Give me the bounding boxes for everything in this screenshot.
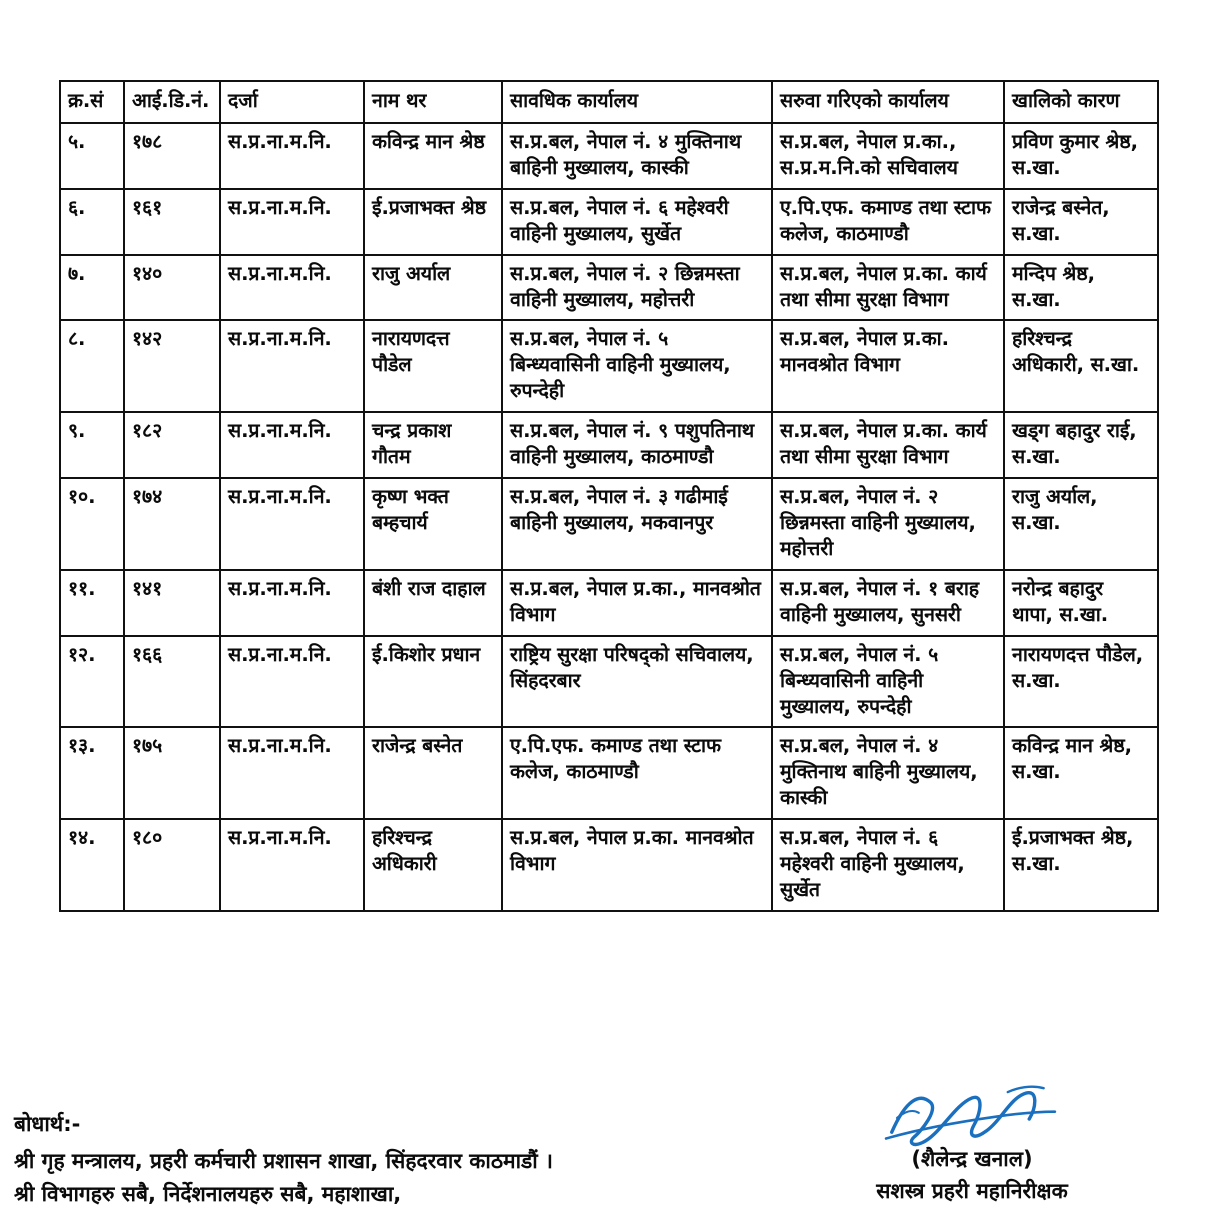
cell-id: १६१ <box>124 189 220 255</box>
cell-previous-office: स.प्र.बल, नेपाल प्र.का., मानवश्रोत विभाग <box>502 570 772 636</box>
cell-vacancy-reason: खड्ग बहादुर राई, स.खा. <box>1004 412 1158 478</box>
table-row <box>60 189 1158 255</box>
column-header-serial: क्र.सं <box>60 81 124 123</box>
cell-rank: स.प्र.ना.म.नि. <box>220 819 364 911</box>
cell-new-office: स.प्र.बल, नेपाल प्र.का. मानवश्रोत विभाग <box>772 320 1004 412</box>
cell-vacancy-reason: प्रविण कुमार श्रेष्ठ, स.खा. <box>1004 123 1158 189</box>
table-header <box>60 81 1158 123</box>
cell-vacancy-reason: कविन्द्र मान श्रेष्ठ, स.खा. <box>1004 727 1158 819</box>
cell-new-office: स.प्र.बल, नेपाल नं. ५ बिन्ध्यवासिनी वाहिनी मुख्यालय, रुपन्देही <box>772 636 1004 728</box>
signatory-title: सशस्त्र प्रहरी महानिरीक्षक <box>876 1178 1068 1203</box>
transfer-table <box>59 80 1159 912</box>
cell-serial: ६. <box>60 189 124 255</box>
signatory-name: (शैलेन्द्र खनाल) <box>911 1147 1033 1171</box>
cell-rank: स.प्र.ना.म.नि. <box>220 412 364 478</box>
signature-block <box>812 1090 1132 1207</box>
cell-previous-office: स.प्र.बल, नेपाल नं. ४ मुक्तिनाथ बाहिनी मुख्यालय, कास्की <box>502 123 772 189</box>
cell-name: ई.प्रजाभक्त श्रेष्ठ <box>364 189 502 255</box>
cell-id: १४१ <box>124 570 220 636</box>
cell-vacancy-reason: राजेन्द्र बस्नेत, स.खा. <box>1004 189 1158 255</box>
column-header-new-office: सरुवा गरिएको कार्यालय <box>772 81 1004 123</box>
note-line-1: श्री गृह मन्त्रालय, प्रहरी कर्मचारी प्रशासन शाखा, सिंहदरवार काठमाडौं । <box>14 1149 553 1173</box>
cell-rank: स.प्र.ना.म.नि. <box>220 189 364 255</box>
cell-name: चन्द्र प्रकाश गौतम <box>364 412 502 478</box>
cell-name: ई.किशोर प्रधान <box>364 636 502 728</box>
table-row <box>60 255 1158 321</box>
cell-new-office: स.प्र.बल, नेपाल नं. २ छिन्नमस्ता वाहिनी मुख्यालय, महोत्तरी <box>772 478 1004 570</box>
cell-new-office: स.प्र.बल, नेपाल प्र.का. कार्य तथा सीमा सुरक्षा विभाग <box>772 412 1004 478</box>
table-row <box>60 819 1158 911</box>
cell-id: १८० <box>124 819 220 911</box>
cell-new-office: स.प्र.बल, नेपाल नं. १ बराह वाहिनी मुख्यालय, सुनसरी <box>772 570 1004 636</box>
table-row <box>60 412 1158 478</box>
column-header-id: आई.डि.नं. <box>124 81 220 123</box>
note-label: बोधार्थ:- <box>14 1112 81 1136</box>
table-row <box>60 727 1158 819</box>
cell-vacancy-reason: मन्दिप श्रेष्ठ, स.खा. <box>1004 255 1158 321</box>
cell-id: १७५ <box>124 727 220 819</box>
cell-serial: ९. <box>60 412 124 478</box>
cell-name: कृष्ण भक्त बम्हचार्य <box>364 478 502 570</box>
cell-vacancy-reason: हरिश्चन्द्र अधिकारी, स.खा. <box>1004 320 1158 412</box>
table-row <box>60 320 1158 412</box>
cell-serial: १०. <box>60 478 124 570</box>
cell-id: १४२ <box>124 320 220 412</box>
cell-name: कविन्द्र मान श्रेष्ठ <box>364 123 502 189</box>
table-row <box>60 478 1158 570</box>
column-header-rank: दर्जा <box>220 81 364 123</box>
cell-id: १७८ <box>124 123 220 189</box>
cell-vacancy-reason: ई.प्रजाभक्त श्रेष्ठ, स.खा. <box>1004 819 1158 911</box>
cell-previous-office: स.प्र.बल, नेपाल प्र.का. मानवश्रोत विभाग <box>502 819 772 911</box>
cell-previous-office: राष्ट्रिय सुरक्षा परिषद्को सचिवालय, सिंहदरबार <box>502 636 772 728</box>
cell-serial: १४. <box>60 819 124 911</box>
cell-previous-office: ए.पि.एफ. कमाण्ड तथा स्टाफ कलेज, काठमाण्डौ <box>502 727 772 819</box>
cell-name: बंशी राज दाहाल <box>364 570 502 636</box>
note-line-2: श्री विभागहरु सबै, निर्देशनालयहरु सबै, महाशाखा, <box>14 1181 402 1206</box>
cell-name: नारायणदत्त पौडेल <box>364 320 502 412</box>
cell-serial: ८. <box>60 320 124 412</box>
column-header-previous-office: सावधिक कार्यालय <box>502 81 772 123</box>
cell-name: राजेन्द्र बस्नेत <box>364 727 502 819</box>
cell-rank: स.प्र.ना.म.नि. <box>220 123 364 189</box>
handwritten-signature <box>812 1090 1132 1142</box>
cell-serial: ११. <box>60 570 124 636</box>
cell-rank: स.प्र.ना.म.नि. <box>220 636 364 728</box>
table-header-row <box>60 81 1158 123</box>
cell-id: १८२ <box>124 412 220 478</box>
cell-new-office: ए.पि.एफ. कमाण्ड तथा स्टाफ कलेज, काठमाण्डौ <box>772 189 1004 255</box>
table-row <box>60 570 1158 636</box>
cell-new-office: स.प्र.बल, नेपाल प्र.का. कार्य तथा सीमा सुरक्षा विभाग <box>772 255 1004 321</box>
table-row <box>60 123 1158 189</box>
cell-name: हरिश्चन्द्र अधिकारी <box>364 819 502 911</box>
cell-rank: स.प्र.ना.म.नि. <box>220 570 364 636</box>
table-row <box>60 636 1158 728</box>
cell-rank: स.प्र.ना.म.नि. <box>220 727 364 819</box>
cell-previous-office: स.प्र.बल, नेपाल नं. ५ बिन्ध्यवासिनी वाहिनी मुख्यालय, रुपन्देही <box>502 320 772 412</box>
signature-icon <box>875 1079 1068 1153</box>
cell-previous-office: स.प्र.बल, नेपाल नं. २ छिन्नमस्ता वाहिनी मुख्यालय, महोत्तरी <box>502 255 772 321</box>
cell-id: १७४ <box>124 478 220 570</box>
cell-serial: ५. <box>60 123 124 189</box>
cell-vacancy-reason: नारायणदत्त पौडेल, स.खा. <box>1004 636 1158 728</box>
cell-rank: स.प्र.ना.म.नि. <box>220 320 364 412</box>
cell-new-office: स.प्र.बल, नेपाल प्र.का., स.प्र.म.नि.को सचिवालय <box>772 123 1004 189</box>
cell-previous-office: स.प्र.बल, नेपाल नं. ३ गढीमाई बाहिनी मुख्यालय, मकवानपुर <box>502 478 772 570</box>
cell-serial: १२. <box>60 636 124 728</box>
cell-previous-office: स.प्र.बल, नेपाल नं. ६ महेश्वरी वाहिनी मुख्यालय, सुर्खेत <box>502 189 772 255</box>
cell-name: राजु अर्याल <box>364 255 502 321</box>
cell-new-office: स.प्र.बल, नेपाल नं. ४ मुक्तिनाथ बाहिनी मुख्यालय, कास्की <box>772 727 1004 819</box>
cell-previous-office: स.प्र.बल, नेपाल नं. ९ पशुपतिनाथ वाहिनी मुख्यालय, काठमाण्डौ <box>502 412 772 478</box>
cell-rank: स.प्र.ना.म.नि. <box>220 255 364 321</box>
cell-id: १६६ <box>124 636 220 728</box>
cell-id: १४० <box>124 255 220 321</box>
cell-new-office: स.प्र.बल, नेपाल नं. ६ महेश्वरी वाहिनी मुख्यालय, सुर्खेत <box>772 819 1004 911</box>
cell-serial: ७. <box>60 255 124 321</box>
cell-rank: स.प्र.ना.म.नि. <box>220 478 364 570</box>
column-header-vacancy-reason: खालिको कारण <box>1004 81 1158 123</box>
cell-serial: १३. <box>60 727 124 819</box>
column-header-name: नाम थर <box>364 81 502 123</box>
cell-vacancy-reason: राजु अर्याल, स.खा. <box>1004 478 1158 570</box>
cell-vacancy-reason: नरोन्द्र बहादुर थापा, स.खा. <box>1004 570 1158 636</box>
table-body <box>60 123 1158 911</box>
